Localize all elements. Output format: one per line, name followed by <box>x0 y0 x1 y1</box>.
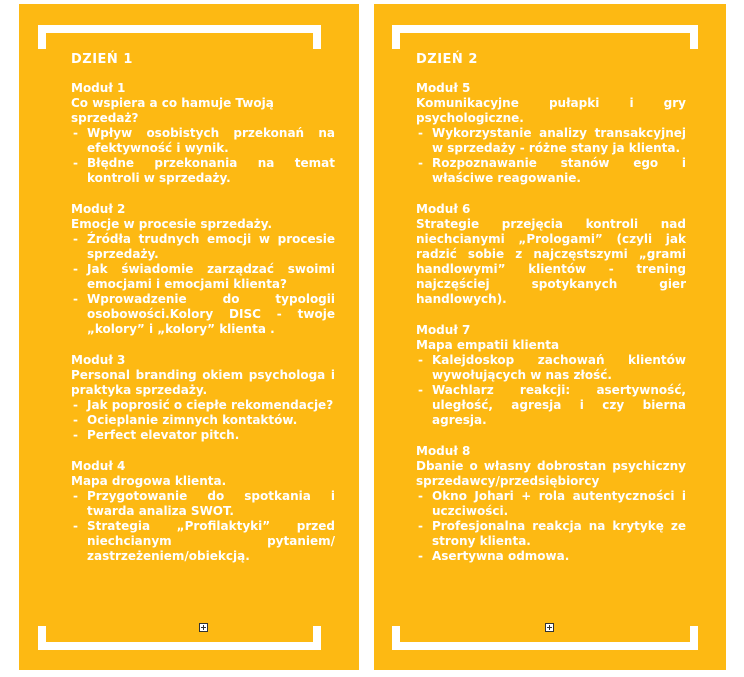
list-item: - Źródła trudnych emocji w procesie sprzedaży. <box>71 232 335 262</box>
module-subtitle: Strategie przejęcia kontroli nad niechcianymi „Prologami” (czyli jak radzić sobie z najczęstszymi „grami handlowymi” klientów - trening najczęściej spotykanych gier handlowych). <box>416 217 686 306</box>
list-item: - Wpływ osobistych przekonań na efektywność i wynik. <box>71 126 335 156</box>
module-subtitle: Komunikacyjne pułapki i gry psychologiczne. <box>416 96 686 125</box>
module-1 <box>71 81 335 186</box>
expand-plus-icon[interactable] <box>199 623 208 632</box>
module-7 <box>416 323 686 428</box>
list-item: - Strategia „Profilaktyki” przed niechcianym pytaniem/ zastrzeżeniem/obiekcją. <box>71 519 335 564</box>
frame-bottom-left-v <box>38 626 46 650</box>
list-item: - Jak świadomie zarządzać swoimi emocjami i emocjami klienta? <box>71 262 335 292</box>
module-name: Moduł 3 <box>71 353 126 367</box>
frame-bottom <box>38 642 321 650</box>
frame-top-left-v <box>392 25 400 49</box>
module-subtitle: Co wspiera a co hamuje Twoją sprzedaż? <box>71 96 274 125</box>
list-item: - Wachlarz reakcji: asertywność, uległość, agresja i czy bierna agresja. <box>416 383 686 428</box>
frame-bottom <box>392 642 698 650</box>
frame-top-left-v <box>38 25 46 49</box>
list-item: - Wykorzystanie analizy transakcyjnej w sprzedaży - różne stany ja klienta. <box>416 126 686 156</box>
day2-panel <box>374 4 726 670</box>
module-subtitle: Mapa empatii klienta <box>416 338 560 352</box>
module-items <box>71 126 335 186</box>
module-name: Moduł 6 <box>416 202 471 216</box>
list-item: - Jak poprosić o ciepłe rekomendacje? <box>71 398 335 413</box>
module-name: Moduł 7 <box>416 323 471 337</box>
list-item: - Profesjonalna reakcja na krytykę ze strony klienta. <box>416 519 686 549</box>
day1-panel <box>19 4 359 670</box>
module-name: Moduł 5 <box>416 81 471 95</box>
module-subtitle: Emocje w procesie sprzedaży. <box>71 217 273 231</box>
list-item: - Rozpoznawanie stanów ego i właściwe reagowanie. <box>416 156 686 186</box>
frame-top-left <box>38 25 321 33</box>
day2-title: DZIEŃ 2 <box>416 52 478 67</box>
module-items <box>416 126 686 186</box>
list-item: - Perfect elevator pitch. <box>71 428 335 443</box>
frame-top-right-v <box>313 25 321 49</box>
module-5 <box>416 81 686 186</box>
frame-top <box>392 25 698 33</box>
list-item: - Błędne przekonania na temat kontroli w sprzedaży. <box>71 156 335 186</box>
expand-plus-icon[interactable] <box>545 623 554 632</box>
module-items <box>71 398 335 443</box>
module-name: Moduł 8 <box>416 444 471 458</box>
frame-top-right-v <box>690 25 698 49</box>
list-item: - Przygotowanie do spotkania i twarda analiza SWOT. <box>71 489 335 519</box>
module-subtitle: Dbanie o własny dobrostan psychiczny sprzedawcy/przedsiębiorcy <box>416 459 686 488</box>
list-item: - Kalejdoskop zachowań klientów wywołujących w nas złość. <box>416 353 686 383</box>
frame-bottom-left-v <box>392 626 400 650</box>
list-item: - Wprowadzenie do typologii osobowości.Kolory DISC - twoje „kolory” i „kolory” klienta . <box>71 292 335 337</box>
module-items <box>416 489 686 564</box>
list-item: - Asertywna odmowa. <box>416 549 686 564</box>
module-items <box>71 232 335 337</box>
module-name: Moduł 1 <box>71 81 126 95</box>
module-name: Moduł 4 <box>71 459 126 473</box>
day1-content <box>71 52 335 580</box>
module-3 <box>71 353 335 443</box>
list-item: - Ocieplanie zimnych kontaktów. <box>71 413 335 428</box>
module-6 <box>416 202 686 307</box>
module-4 <box>71 459 335 564</box>
module-items <box>416 353 686 428</box>
module-name: Moduł 2 <box>71 202 126 216</box>
module-subtitle: Mapa drogowa klienta. <box>71 474 227 488</box>
frame-bottom-right-v <box>690 626 698 650</box>
module-2 <box>71 202 335 337</box>
day2-content <box>416 52 686 580</box>
module-subtitle: Personal branding okiem psychologa i praktyka sprzedaży. <box>71 368 335 397</box>
list-item: - Okno Johari + rola autentyczności i uczciwości. <box>416 489 686 519</box>
frame-bottom-right-v <box>313 626 321 650</box>
module-8 <box>416 444 686 564</box>
day1-title: DZIEŃ 1 <box>71 52 133 67</box>
module-items <box>71 489 335 564</box>
